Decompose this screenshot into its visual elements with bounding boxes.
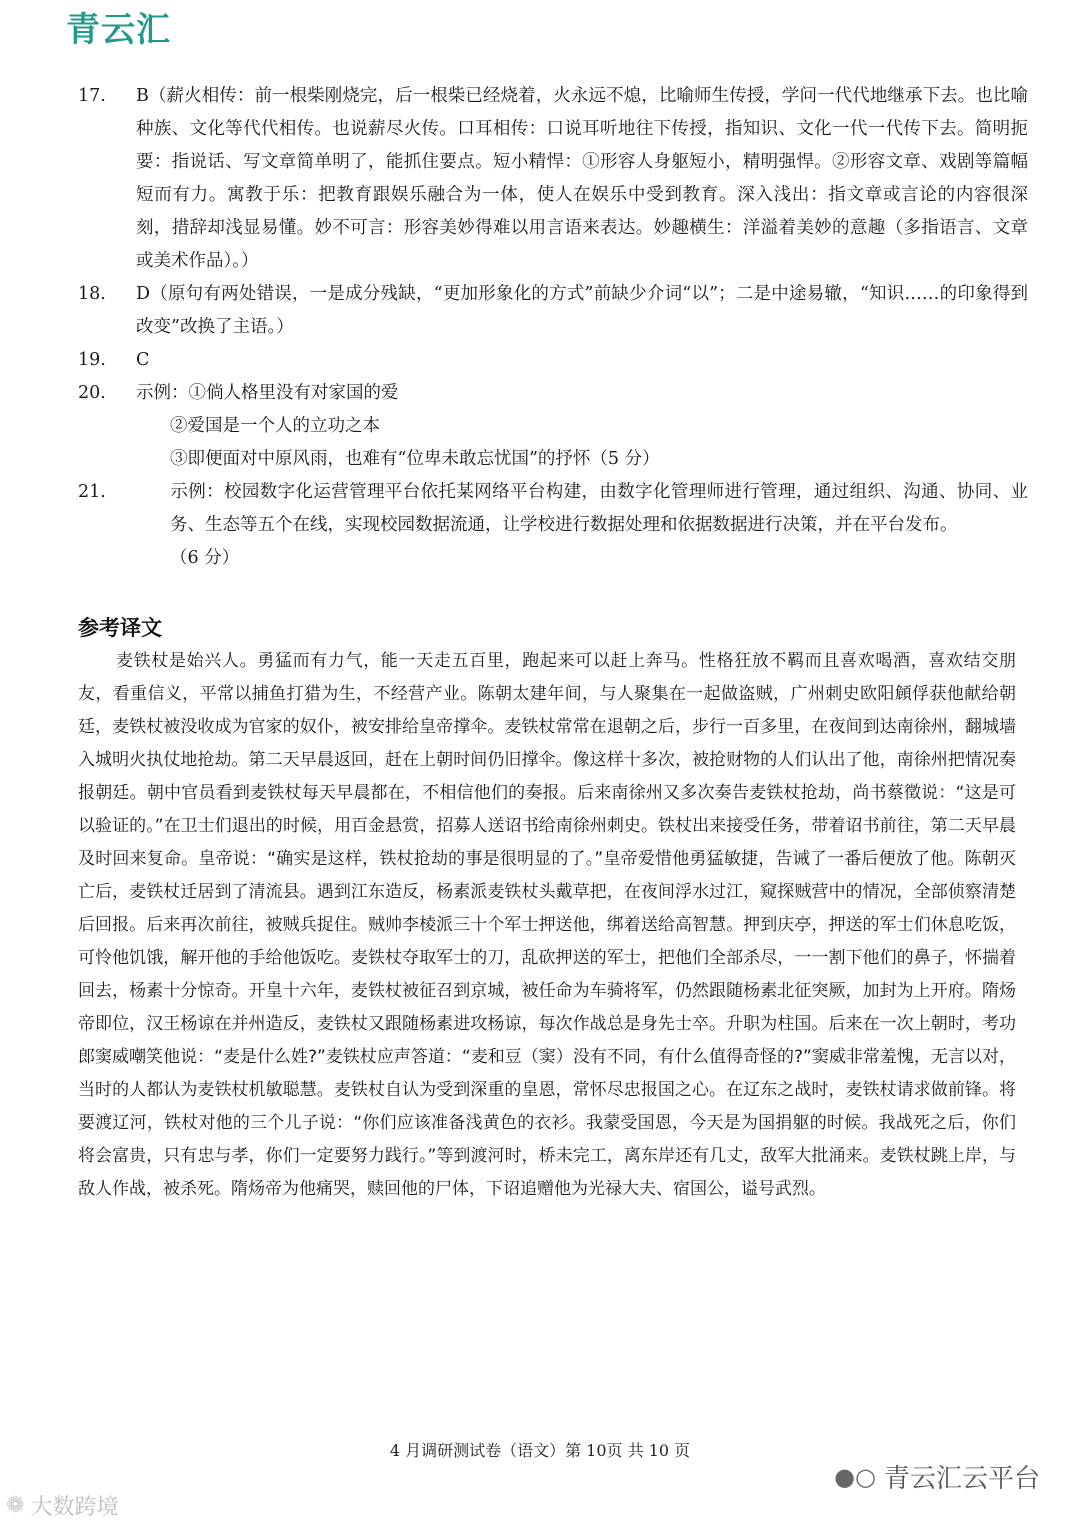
answer-20: [78, 377, 1028, 410]
watermark-source: [6, 1490, 118, 1521]
watermark-platform: [834, 1458, 1040, 1495]
answer-number: 20.: [78, 383, 106, 403]
answer-20-line-2: ②爱国是一个人的立功之本: [170, 416, 380, 436]
answer-17: [78, 80, 1028, 278]
answer-19: [78, 344, 1028, 377]
watermark-platform-text: 青云汇云平台: [883, 1464, 1040, 1494]
answer-20-line-3: ③即便面对中原风雨，也难有“位卑未敢忘忧国”的抒怀（5 分）: [170, 449, 660, 469]
answer-text: C: [136, 350, 150, 370]
answer-text: D（原句有两处错误，一是成分残缺，“更加形象化的方式”前缺少介词“以”；二是中途易辙，“知识……的印象得到改变”改换了主语。）: [136, 284, 1028, 337]
swirl-logo-icon: ❁: [6, 1493, 25, 1518]
answer-list: [78, 80, 1028, 575]
answer-21: [78, 476, 1028, 542]
page-footer: 4 月调研测试卷（语文）第 10页 共 10 页: [389, 1441, 691, 1460]
brand-logo: 青云汇: [66, 10, 171, 50]
wechat-icon: ●○: [834, 1462, 876, 1491]
answer-number: 21.: [78, 482, 106, 502]
answer-text: B（薪火相传：前一根柴刚烧完，后一根柴已经烧着，火永远不熄，比喻师生传授，学问一代代地继承下去。也比喻种族、文化等代代相传。也说薪尽火传。口耳相传：口说耳听地往下传授，指知识、文化一代一代传下去。简明扼要：指说话、写文章简单明了，能抓住要点。短小精悍：①形容人身躯短小，精明强悍。②形容文章、戏剧等篇幅短而有力。寓教于乐：把教育跟娱乐融合为一体，使人在娱乐中受到教育。深入浅出：指文章或言论的内容很深刻，措辞却浅显易懂。妙不可言：形容美妙得难以用言语来表达。妙趣横生：洋溢着美妙的意趣（多指语言、文章或美术作品）。）: [136, 86, 1028, 271]
answer-text: 示例：校园数字化运营管理平台依托某网络平台构建，由数字化管理师进行管理，通过组织、沟通、协同、业务、生态等五个在线，实现校园数据流通，让学校进行数据处理和依据数据进行决策，并在平台发布。: [170, 482, 1028, 535]
watermark-source-text: 大数跨境: [30, 1495, 119, 1520]
answer-number: 18.: [78, 284, 106, 304]
answer-number: 17.: [78, 86, 106, 106]
translation-body: 麦铁杖是始兴人。勇猛而有力气，能一天走五百里，跑起来可以赶上奔马。性格狂放不羁而且喜欢喝酒，喜欢结交朋友，看重信义，平常以捕鱼打猎为生，不经营产业。陈朝太建年间，与人聚集在一起做盗贼，广州刺史欧阳頠俘获他献给朝廷，麦铁杖被没收成为官家的奴仆，被安排给皇帝撑伞。麦铁杖常常在退朝之后，步行一百多里，在夜间到达南徐州，翻城墙入城明火执仗地抢劫。第二天早晨返回，赶在上朝时间仍旧撑伞。像这样十多次，被抢财物的人们认出了他，南徐州把情况奏报朝廷。朝中官员看到麦铁杖每天早晨都在，不相信他们的奏报。后来南徐州又多次奏告麦铁杖抢劫，尚书蔡徵说：“这是可以验证的。”在卫士们退出的时候，用百金悬赏，招募人送诏书给南徐州刺史。铁杖出来接受任务，带着诏书前往，第二天早晨及时回来复命。皇帝说：“确实是这样，铁杖抢劫的事是很明显的了。”皇帝爱惜他勇猛敏捷，告诫了一番后便放了他。陈朝灭亡后，麦铁杖迁居到了清流县。遇到江东造反，杨素派麦铁杖头戴草把，在夜间浮水过江，窥探贼营中的情况，全部侦察清楚后回报。后来再次前往，被贼兵捉住。贼帅李棱派三十个军士押送他，绑着送给高智慧。押到庆亭，押送的军士们休息吃饭，可怜他饥饿，解开他的手给他饭吃。麦铁杖夺取军士的刀，乱砍押送的军士，把他们全部杀尽，一一割下他们的鼻子，怀揣着回去，杨素十分惊奇。开皇十六年，麦铁杖被征召到京城，被任命为车骑将军，仍然跟随杨素北征突厥，加封为上开府。隋炀帝即位，汉王杨谅在并州造反，麦铁杖又跟随杨素进攻杨谅，每次作战总是身先士卒。升职为柱国。后来在一次上朝时，考功郎窦威嘲笑他说：“麦是什么姓?”麦铁杖应声答道：“麦和豆（窦）没有不同，有什么值得奇怪的?”窦威非常羞愧，无言以对，当时的人都认为麦铁杖机敏聪慧。麦铁杖自认为受到深重的皇恩，常怀尽忠报国之心。在辽东之战时，麦铁杖请求做前锋。将要渡辽河，铁杖对他的三个儿子说：“你们应该准备浅黄色的衣衫。我蒙受国恩，今天是为国捐躯的时候。我战死之后，你们将会富贵，只有忠与孝，你们一定要努力践行。”等到渡河时，桥未完工，离东岸还有几丈，敌军大批涌来。麦铁杖跳上岸，与敌人作战，被杀死。隋炀帝为他痛哭，赎回他的尸体，下诏追赠他为光禄大夫、宿国公，谥号武烈。: [78, 651, 1016, 1199]
answer-number: 19.: [78, 350, 106, 370]
answer-18: [78, 278, 1028, 344]
section-title: 参考译文: [78, 616, 162, 640]
answer-21-score: （6 分）: [170, 548, 240, 568]
answer-text: 示例：①倘人格里没有对家国的爱: [136, 383, 399, 403]
